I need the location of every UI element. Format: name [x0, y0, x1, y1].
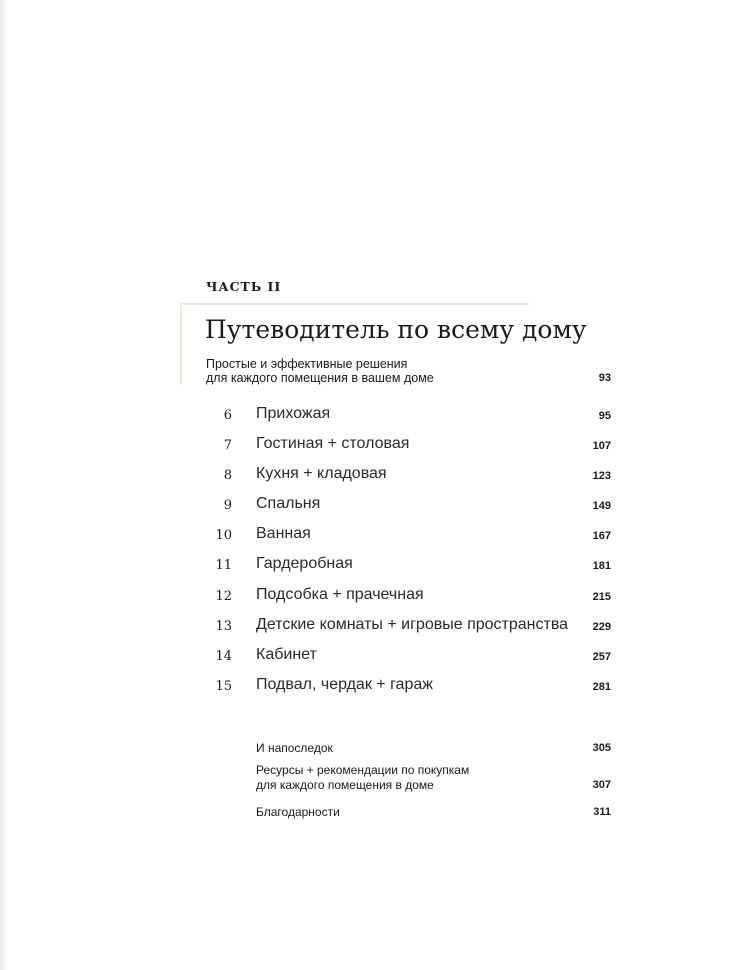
chapter-number: 7 — [223, 438, 232, 454]
chapter-number: 10 — [215, 528, 232, 544]
part-subtitle — [206, 357, 434, 385]
chapter-number: 14 — [215, 648, 232, 664]
chapter-row[interactable] — [0, 586, 732, 616]
chapter-title: Подвал, чердак + гараж — [256, 675, 433, 693]
backmatter-acknowledgments[interactable] — [0, 805, 732, 827]
backmatter-list — [0, 741, 732, 827]
chapter-number: 6 — [223, 408, 232, 423]
part-page-number: 93 — [598, 372, 611, 384]
chapter-title: Кабинет — [256, 645, 317, 663]
afterword-title: И напоследок — [256, 741, 333, 755]
chapter-number: 11 — [215, 558, 232, 574]
resources-title-line-1: Ресурсы + рекомендации по покупкам — [256, 763, 470, 777]
chapter-number: 12 — [215, 588, 232, 604]
chapter-page-number: 123 — [592, 470, 611, 483]
resources-page-number: 307 — [592, 779, 611, 791]
chapter-row[interactable] — [0, 495, 732, 525]
chapter-title: Подсобка + прачечная — [256, 585, 424, 603]
chapter-page-number: 257 — [592, 650, 611, 663]
chapter-list — [0, 405, 732, 706]
accent-rule-left — [180, 303, 182, 385]
afterword-page-number: 305 — [592, 742, 611, 754]
resources-title — [256, 763, 469, 793]
resources-title-line-2: для каждого помещения в доме — [256, 778, 434, 792]
chapter-title: Ванная — [256, 525, 311, 543]
chapter-title: Спальня — [256, 495, 321, 513]
part-title: Путеводитель по всему дому — [205, 315, 587, 344]
chapter-page-number: 181 — [592, 560, 611, 573]
part-subtitle-line-1: Простые и эффективные решения — [206, 357, 408, 371]
part-subtitle-line-2: для каждого помещения в вашем доме — [206, 371, 434, 385]
chapter-title: Гостиная + столовая — [256, 435, 410, 453]
acknowledgments-title: Благодарности — [256, 805, 340, 819]
chapter-title: Кухня + кладовая — [256, 465, 387, 483]
chapter-row[interactable] — [0, 465, 732, 495]
chapter-row[interactable] — [0, 435, 732, 465]
chapter-page-number: 107 — [592, 440, 611, 453]
chapter-row[interactable] — [0, 646, 732, 676]
chapter-page-number: 229 — [592, 620, 611, 633]
acknowledgments-page-number: 311 — [593, 806, 611, 818]
accent-rule-top — [180, 303, 529, 305]
backmatter-resources[interactable] — [0, 763, 732, 805]
chapter-row[interactable] — [0, 405, 732, 435]
chapter-number: 13 — [215, 618, 232, 634]
chapter-title: Гардеробная — [256, 555, 353, 573]
backmatter-afterword[interactable] — [0, 741, 732, 763]
chapter-number: 15 — [215, 678, 232, 694]
chapter-page-number: 149 — [592, 500, 611, 513]
chapter-row[interactable] — [0, 676, 732, 706]
chapter-title: Прихожая — [256, 405, 331, 422]
chapter-row[interactable] — [0, 555, 732, 585]
chapter-number: 9 — [223, 498, 232, 514]
chapter-page-number: 95 — [598, 410, 611, 422]
chapter-page-number: 215 — [592, 590, 611, 603]
chapter-page-number: 167 — [592, 530, 611, 543]
chapter-page-number: 281 — [592, 680, 611, 693]
chapter-row[interactable] — [0, 525, 732, 555]
chapter-title: Детские комнаты + игровые пространства — [256, 615, 569, 633]
part-label: ЧАСТЬ II — [206, 279, 282, 294]
chapter-number: 8 — [223, 468, 232, 484]
chapter-row[interactable] — [0, 616, 732, 646]
